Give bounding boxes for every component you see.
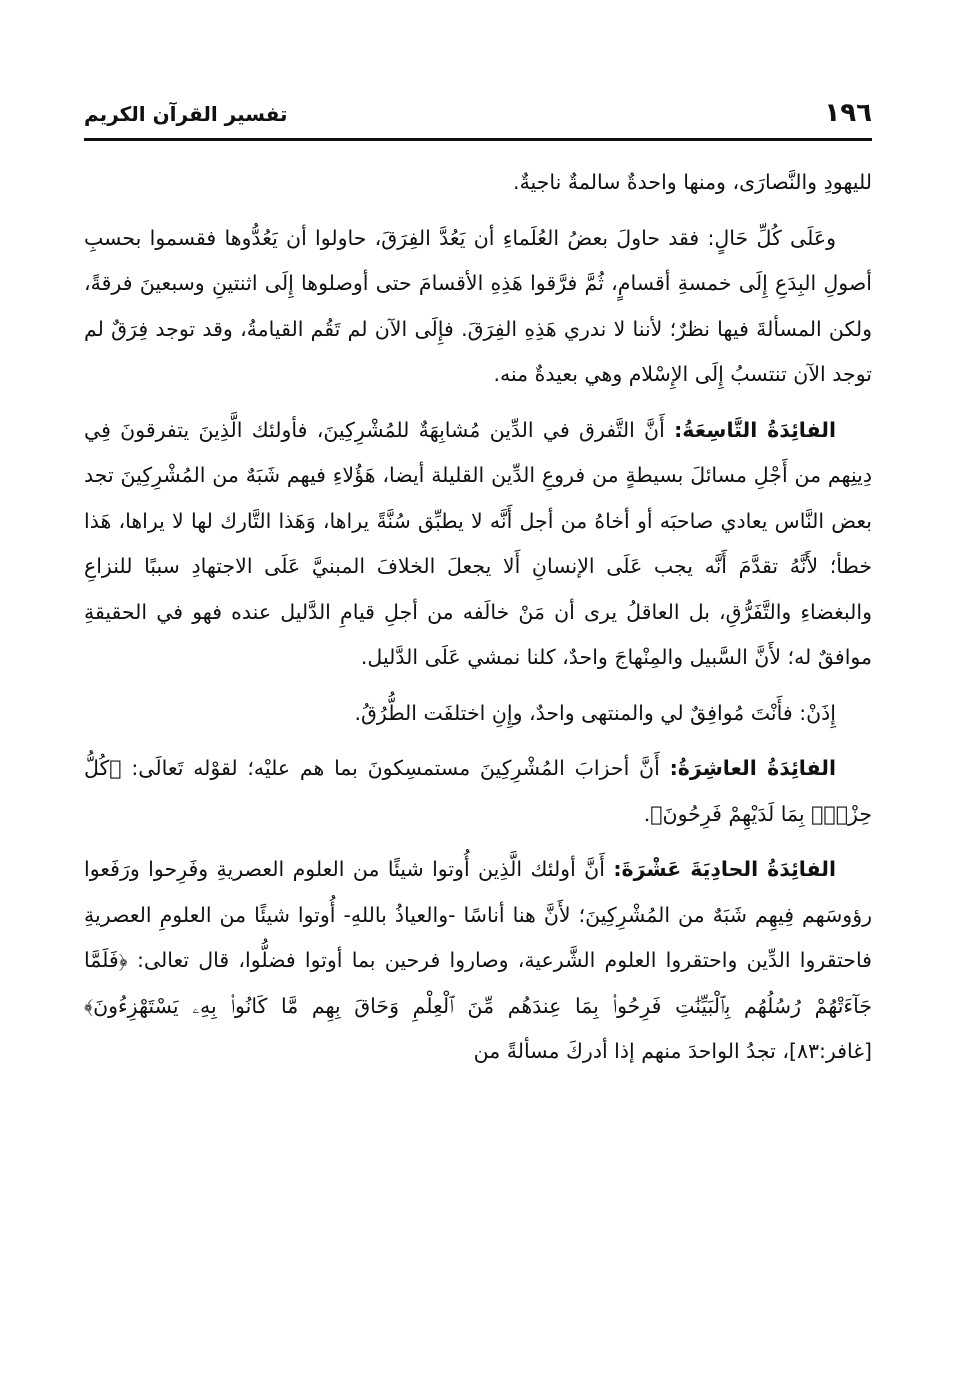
paragraph-text: إِذَنْ: فأَنْتَ مُوافِقٌ لي والمنتهى واحدٌ، وإِنِ اختلفَت الطُّرُقُ. [354,700,836,725]
paragraph-text: أَنَّ التَّفرق في الدِّين مُشابِهَةٌ للمُشْرِكِينَ، فأولئك الَّذِينَ يتفرقونَ فِي دِينِهم من أَجْلِ مسائلَ بسيطةٍ من فروعِ الدِّين القليلة أيضا، هَؤُلاءِ فيهم شَبَهٌ من المُشْرِكِينَ تجد بعض النَّاس يعادي صاحبَه أو أخاهُ من أجل أَنَّه لا يطبِّق سُنَّةً يراها، وَهَذا التَّارك لها لا يراها، هَذا خطأ؛ لأَنَّهُ تقدَّمَ أَنَّه يجب عَلَى الإنسانِ أَلا يجعلَ الخلافَ المبنيَّ عَلَى الاجتهادِ سببًا للنزاعِ والبغضاءِ والتَّفَرُّقِ، بل العاقلُ يرى أن مَنْ خالَفه من أجلِ قيامِ الدَّليل عنده فهو في الحقيقةِ موافقٌ له؛ لأَنَّ السَّبيل والمِنْهاجَ واحدٌ، كلنا نمشي عَلَى الدَّليل. [84,417,872,669]
quran-verse: ﴿كُلُّ حِزْبِۭ بِمَا لَدَيْهِمْ فَرِحُونَ﴾. [84,756,872,826]
paragraph-1 [84,160,872,206]
running-header [84,96,872,132]
paragraph-2 [84,216,872,398]
book-title: تفسير القرآن الكريم [84,102,288,126]
benefit-heading-11: الفائِدَةُ الحادِيَةَ عَشْرَةَ: [613,857,836,881]
paragraph-tail: ، تجدُ الواحدَ منهم إذا أدركَ مسألةً من [473,1039,789,1063]
quran-verse: ﴿فَلَمَّا جَآءَتْهُمْ رُسُلُهُم بِٱلْبَيِّنَٰتِ فَرِحُوا۟ بِمَا عِندَهُم مِّنَ ٱلْعِلْمِ وَحَاقَ بِهِم مَّا كَانُوا۟ بِهِۦ يَسْتَهْزِءُونَ﴾ [84,948,872,1018]
verse-citation: [غافر:٨٣] [788,1039,872,1063]
page-number: ١٩٦ [824,98,872,128]
header-rule [84,138,872,141]
paragraph-text: وعَلَى كُلِّ حَالٍ: فقد حاولَ بعضُ العُلَماءِ أن يَعُدَّ الفِرَقَ، حاولوا أن يَعُدُّوها فقسموا بحسبِ أصولِ البِدَعِ إِلَى خمسةِ أقسامٍ، ثُمَّ فرَّقوا هَذِهِ الأقسامَ حتى أوصلوها إِلَى اثنتينِ وسبعينَ فرقةً، ولكن المسألةَ فيها نظرٌ؛ لأننا لا ندري هَذِهِ الفِرَقَ. فإِلَى الآن لم تَقُم القيامةُ، وقد توجد فِرَقٌ لم توجد الآن تنتسبُ إِلَى الإِسْلام وهي بعيدةٌ منه. [84,225,872,386]
paragraph-6 [84,847,872,1075]
paragraph-3 [84,408,872,681]
page-body [84,160,872,1085]
paragraph-5 [84,746,872,837]
paragraph-4 [84,691,872,737]
benefit-heading-10: الفائِدَةُ العاشِرَةُ: [669,756,836,780]
benefit-heading-9: الفائِدَةُ التَّاسِعَةُ: [674,417,836,442]
paragraph-text: لليهودِ والنَّصارَى، ومنها واحدةٌ سالمةٌ ناجيةٌ. [513,170,872,194]
paragraph-text: أَنَّ أحزابَ المُشْرِكِينَ مستمسِكونَ بما هم عليْه؛ لقوْله تَعالَى: [131,756,660,780]
paragraph-text: أَنَّ أولئك الَّذِين أُوتوا شيئًا من العلوم العصريةِ وفَرِحوا ورَفَعوا رؤوسَهم فِيهِم شَبَهٌ من المُشْرِكِينَ؛ لأَنَّ هنا أناسًا -والعياذُ باللهِ- أُوتوا شيئًا من العلومِ العصريةِ فاحتقروا الدِّين واحتقروا العلوم الشَّرعية، وصاروا فرحين بما أوتوا فضلُّوا، قال تعالى: [84,857,872,972]
